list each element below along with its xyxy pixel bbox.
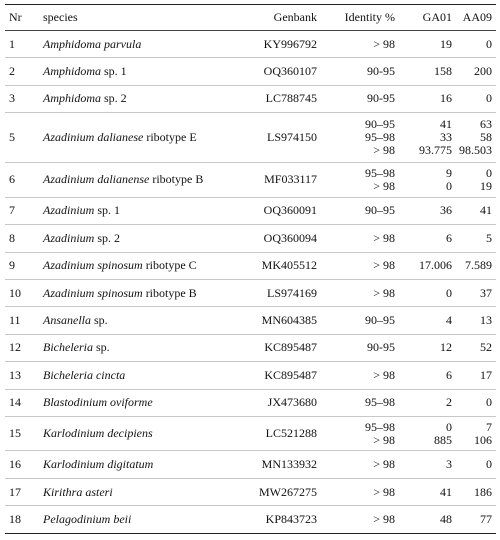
table-row bbox=[5, 252, 496, 279]
cell-identity-line: > 98 bbox=[373, 143, 395, 158]
species-qualifier: sp. 2 bbox=[94, 230, 121, 245]
cell-identity-line: 90–95 bbox=[365, 203, 395, 218]
cell-ga01 bbox=[397, 225, 454, 252]
cell-ga01-line: 16 bbox=[440, 91, 452, 106]
cell-ga01-line: 41 bbox=[440, 484, 452, 499]
cell-aa09-line: 52 bbox=[480, 340, 492, 355]
cell-aa09 bbox=[454, 197, 496, 224]
cell-aa09 bbox=[454, 307, 496, 334]
cell-ga01 bbox=[397, 362, 454, 389]
species-qualifier: sp. 1 bbox=[94, 203, 121, 218]
cell-genbank: LC521288 bbox=[265, 426, 317, 441]
cell-identity bbox=[319, 225, 397, 252]
cell-species bbox=[43, 451, 211, 478]
cell-genbank: JX473680 bbox=[267, 395, 317, 410]
cell-identity bbox=[319, 362, 397, 389]
species-qualifier: sp. 2 bbox=[101, 91, 127, 106]
species-qualifier: sp. 1 bbox=[101, 64, 127, 79]
cell-species bbox=[43, 279, 211, 306]
cell-genbank: MK405512 bbox=[261, 258, 317, 273]
cell-aa09 bbox=[454, 389, 496, 416]
species-qualifier: sp. bbox=[92, 340, 110, 355]
cell-nr: 17 bbox=[9, 484, 21, 499]
cell-aa09-line: 186 bbox=[474, 484, 492, 499]
cell-aa09-line: 17 bbox=[480, 367, 492, 382]
cell-identity-line: > 98 bbox=[373, 178, 395, 193]
table-header bbox=[5, 5, 496, 31]
table-row bbox=[5, 451, 496, 478]
cell-nr: 16 bbox=[9, 457, 21, 472]
cell-aa09-line: 19 bbox=[480, 178, 492, 193]
cell-identity bbox=[319, 389, 397, 416]
cell-species bbox=[43, 252, 211, 279]
cell-genbank: MN604385 bbox=[261, 313, 317, 328]
table-row bbox=[5, 225, 496, 252]
cell-identity-line: > 98 bbox=[373, 511, 395, 526]
species-name-italic: Karlodinium decipiens bbox=[43, 426, 153, 441]
cell-aa09 bbox=[454, 451, 496, 478]
table-body bbox=[5, 31, 496, 534]
header-identity: Identity % bbox=[319, 5, 397, 31]
cell-species bbox=[43, 478, 211, 505]
cell-identity-line: > 98 bbox=[373, 367, 395, 382]
cell-species bbox=[43, 362, 211, 389]
cell-aa09 bbox=[454, 416, 496, 451]
species-table bbox=[5, 4, 496, 534]
cell-aa09 bbox=[454, 252, 496, 279]
cell-ga01-line: 3 bbox=[446, 457, 452, 472]
cell-species bbox=[43, 113, 211, 163]
cell-identity-line: > 98 bbox=[373, 285, 395, 300]
cell-aa09-line: 37 bbox=[480, 285, 492, 300]
cell-identity bbox=[319, 31, 397, 58]
cell-aa09 bbox=[454, 85, 496, 112]
cell-identity-line: > 98 bbox=[373, 230, 395, 245]
cell-identity bbox=[319, 334, 397, 361]
cell-aa09 bbox=[454, 58, 496, 85]
cell-species bbox=[43, 163, 211, 198]
cell-identity bbox=[319, 478, 397, 505]
cell-ga01 bbox=[397, 506, 454, 533]
cell-aa09-line: 0 bbox=[486, 395, 492, 410]
cell-nr: 9 bbox=[9, 258, 15, 273]
cell-ga01-line: 41 bbox=[440, 117, 452, 132]
cell-identity-line: > 98 bbox=[373, 457, 395, 472]
cell-genbank: MN133932 bbox=[261, 457, 317, 472]
cell-genbank: KC895487 bbox=[264, 367, 317, 382]
cell-species bbox=[43, 197, 211, 224]
cell-aa09-line: 200 bbox=[474, 64, 492, 79]
species-qualifier: ribotype B bbox=[149, 172, 204, 187]
cell-identity-line: > 98 bbox=[373, 432, 395, 447]
cell-genbank: OQ360107 bbox=[263, 64, 317, 79]
cell-aa09 bbox=[454, 279, 496, 306]
cell-identity bbox=[319, 113, 397, 163]
cell-aa09 bbox=[454, 362, 496, 389]
species-qualifier: ribotype B bbox=[142, 285, 197, 300]
cell-aa09-line: 13 bbox=[480, 313, 492, 328]
table-row bbox=[5, 334, 496, 361]
species-name-italic: Amphidoma bbox=[43, 91, 101, 106]
cell-nr: 12 bbox=[9, 340, 21, 355]
cell-identity bbox=[319, 279, 397, 306]
cell-ga01-line: 4 bbox=[446, 313, 452, 328]
cell-ga01 bbox=[397, 451, 454, 478]
species-name-italic: Bicheleria bbox=[43, 340, 93, 355]
cell-ga01-line: 2 bbox=[446, 395, 452, 410]
cell-genbank: OQ360094 bbox=[263, 230, 317, 245]
cell-ga01-line: 0 bbox=[446, 285, 452, 300]
species-name-italic: Amphidoma bbox=[43, 64, 101, 79]
species-name-italic: Pelagodinium beii bbox=[43, 511, 132, 526]
cell-ga01 bbox=[397, 279, 454, 306]
cell-ga01 bbox=[397, 307, 454, 334]
cell-ga01-line: 158 bbox=[434, 64, 452, 79]
cell-genbank: LC788745 bbox=[265, 91, 317, 106]
cell-ga01 bbox=[397, 31, 454, 58]
cell-identity-line: 95–98 bbox=[365, 395, 395, 410]
species-name-italic: Azadinium spinosum bbox=[43, 258, 143, 273]
cell-ga01-line: 0 bbox=[446, 419, 452, 434]
cell-identity-line: 95–98 bbox=[365, 165, 395, 180]
cell-aa09-line: 5 bbox=[486, 230, 492, 245]
cell-nr: 5 bbox=[9, 130, 15, 145]
cell-aa09 bbox=[454, 334, 496, 361]
cell-ga01 bbox=[397, 197, 454, 224]
cell-species bbox=[43, 225, 211, 252]
cell-identity-line: 90-95 bbox=[367, 340, 395, 355]
cell-identity bbox=[319, 58, 397, 85]
cell-identity bbox=[319, 197, 397, 224]
cell-aa09 bbox=[454, 163, 496, 198]
species-name-italic: Bicheleria cincta bbox=[43, 367, 126, 382]
cell-aa09-line: 63 bbox=[480, 117, 492, 132]
cell-species bbox=[43, 416, 211, 451]
cell-species bbox=[43, 58, 211, 85]
species-name-italic: Azadinium bbox=[43, 203, 95, 218]
species-name-italic: Blastodinium oviforme bbox=[43, 395, 153, 410]
header-aa09: AA09 bbox=[454, 5, 496, 31]
header-species: species bbox=[43, 5, 211, 31]
cell-aa09-line: 7.589 bbox=[465, 258, 492, 273]
cell-nr: 11 bbox=[9, 313, 21, 328]
species-name-italic: Ansanella bbox=[43, 313, 91, 328]
cell-nr: 3 bbox=[9, 91, 15, 106]
cell-aa09-line: 0 bbox=[486, 165, 492, 180]
cell-nr: 7 bbox=[9, 203, 15, 218]
species-name-italic: Karlodinium digitatum bbox=[43, 457, 154, 472]
cell-ga01-line: 12 bbox=[440, 340, 452, 355]
cell-species bbox=[43, 389, 211, 416]
table-row bbox=[5, 113, 496, 163]
cell-aa09 bbox=[454, 31, 496, 58]
table-row bbox=[5, 279, 496, 306]
cell-aa09 bbox=[454, 225, 496, 252]
cell-genbank: OQ360091 bbox=[263, 203, 317, 218]
cell-ga01 bbox=[397, 416, 454, 451]
table-row bbox=[5, 85, 496, 112]
cell-aa09-line: 7 bbox=[486, 419, 492, 434]
cell-identity bbox=[319, 252, 397, 279]
cell-identity-line: 90-95 bbox=[367, 64, 395, 79]
cell-ga01-line: 93.775 bbox=[419, 143, 452, 158]
cell-identity-line: 95–98 bbox=[365, 130, 395, 145]
cell-ga01-line: 6 bbox=[446, 230, 452, 245]
cell-ga01 bbox=[397, 478, 454, 505]
cell-species bbox=[43, 85, 211, 112]
cell-aa09-line: 98.503 bbox=[459, 143, 492, 158]
species-name-italic: Azadinium dalianese bbox=[43, 130, 144, 145]
cell-identity-line: > 98 bbox=[373, 484, 395, 499]
header-genbank: Genbank bbox=[211, 5, 319, 31]
species-name-italic: Azadinium dalianense bbox=[43, 172, 150, 187]
table-row bbox=[5, 307, 496, 334]
cell-identity-line: 90–95 bbox=[365, 313, 395, 328]
cell-genbank: MF033117 bbox=[264, 172, 317, 187]
cell-identity bbox=[319, 307, 397, 334]
header-ga01: GA01 bbox=[397, 5, 454, 31]
cell-identity bbox=[319, 416, 397, 451]
cell-nr: 2 bbox=[9, 64, 15, 79]
cell-ga01-line: 0 bbox=[446, 178, 452, 193]
cell-species bbox=[43, 307, 211, 334]
cell-ga01-line: 17.006 bbox=[419, 258, 452, 273]
cell-ga01-line: 48 bbox=[440, 511, 452, 526]
cell-ga01 bbox=[397, 334, 454, 361]
cell-aa09-line: 0 bbox=[486, 91, 492, 106]
species-name-italic: Azadinium bbox=[43, 230, 95, 245]
cell-genbank: KP843723 bbox=[265, 511, 317, 526]
cell-aa09-line: 58 bbox=[480, 130, 492, 145]
cell-ga01-line: 6 bbox=[446, 367, 452, 382]
cell-identity bbox=[319, 451, 397, 478]
cell-species bbox=[43, 31, 211, 58]
cell-genbank: LS974169 bbox=[266, 285, 317, 300]
cell-nr: 1 bbox=[9, 36, 15, 51]
cell-ga01-line: 19 bbox=[440, 36, 452, 51]
cell-aa09 bbox=[454, 113, 496, 163]
cell-ga01-line: 33 bbox=[440, 130, 452, 145]
cell-nr: 18 bbox=[9, 511, 21, 526]
cell-aa09 bbox=[454, 478, 496, 505]
cell-identity bbox=[319, 163, 397, 198]
cell-genbank: MW267275 bbox=[259, 484, 317, 499]
cell-genbank: KC895487 bbox=[264, 340, 317, 355]
cell-aa09-line: 106 bbox=[474, 432, 492, 447]
table-row bbox=[5, 197, 496, 224]
cell-nr: 8 bbox=[9, 230, 15, 245]
header-nr: Nr bbox=[5, 5, 43, 31]
cell-nr: 15 bbox=[9, 426, 21, 441]
table-row bbox=[5, 362, 496, 389]
cell-aa09-line: 0 bbox=[486, 36, 492, 51]
table-row bbox=[5, 389, 496, 416]
table-row bbox=[5, 506, 496, 533]
species-name-italic: Amphidoma parvula bbox=[43, 36, 142, 51]
cell-identity-line: > 98 bbox=[373, 36, 395, 51]
cell-aa09-line: 41 bbox=[480, 203, 492, 218]
cell-ga01 bbox=[397, 389, 454, 416]
cell-ga01 bbox=[397, 58, 454, 85]
cell-identity bbox=[319, 85, 397, 112]
species-qualifier: sp. bbox=[91, 313, 108, 328]
cell-species bbox=[43, 506, 211, 533]
cell-species bbox=[43, 334, 211, 361]
cell-aa09 bbox=[454, 506, 496, 533]
cell-ga01-line: 9 bbox=[446, 165, 452, 180]
cell-ga01-line: 885 bbox=[434, 432, 452, 447]
header-row bbox=[5, 5, 496, 31]
table-row bbox=[5, 163, 496, 198]
table-row bbox=[5, 478, 496, 505]
cell-nr: 14 bbox=[9, 395, 21, 410]
cell-nr: 13 bbox=[9, 367, 21, 382]
cell-aa09-line: 77 bbox=[480, 511, 492, 526]
cell-ga01-line: 36 bbox=[440, 203, 452, 218]
cell-aa09-line: 0 bbox=[486, 457, 492, 472]
cell-ga01 bbox=[397, 113, 454, 163]
cell-identity-line: > 98 bbox=[373, 258, 395, 273]
cell-ga01 bbox=[397, 163, 454, 198]
species-name-italic: Kirithra asteri bbox=[43, 484, 113, 499]
cell-genbank: KY996792 bbox=[263, 36, 317, 51]
table-row bbox=[5, 416, 496, 451]
species-qualifier: ribotype C bbox=[142, 258, 197, 273]
cell-identity-line: 90–95 bbox=[365, 117, 395, 132]
cell-ga01 bbox=[397, 252, 454, 279]
cell-nr: 10 bbox=[9, 285, 21, 300]
table-row bbox=[5, 31, 496, 58]
cell-ga01 bbox=[397, 85, 454, 112]
table-row bbox=[5, 58, 496, 85]
species-name-italic: Azadinium spinosum bbox=[43, 285, 143, 300]
cell-identity-line: 90-95 bbox=[367, 91, 395, 106]
cell-genbank: LS974150 bbox=[266, 130, 317, 145]
cell-identity bbox=[319, 506, 397, 533]
cell-identity-line: 95–98 bbox=[365, 419, 395, 434]
species-qualifier: ribotype E bbox=[143, 130, 197, 145]
cell-nr: 6 bbox=[9, 172, 15, 187]
